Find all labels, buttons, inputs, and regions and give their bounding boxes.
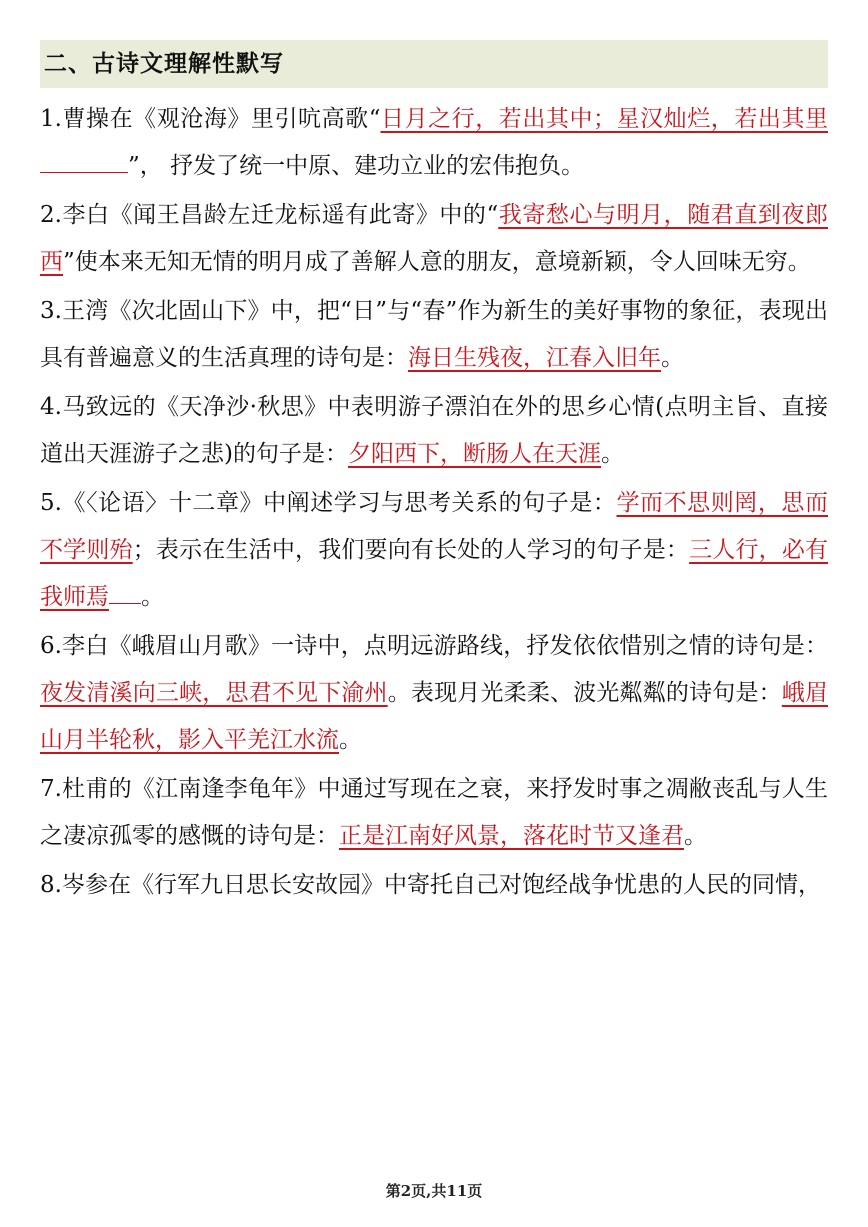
question-3-answer: 海日生残夜，江春入旧年	[408, 345, 661, 371]
question-3-text-end: 。	[661, 345, 684, 371]
page-footer: 第2页,共11页	[385, 1182, 483, 1200]
question-5-text-mid: ；表示在生活中，我们要向有长处的人学习的句子是：	[132, 537, 690, 563]
question-5	[40, 480, 828, 621]
question-4-answer: 夕阳西下，断肠人在天涯	[347, 441, 601, 467]
question-5-text: 5.《〈论语〉十二章》中阐述学习与思考关系的句子是：	[40, 490, 617, 516]
question-6-text: 6.李白《峨眉山月歌》一诗中，点明远游路线，抒发依依惜别之情的诗句是：	[40, 633, 828, 659]
question-2-text-end: ”使本来无知无情的明月成了善解人意的朋友，意境新颖，令人回味无穷。	[63, 249, 811, 275]
question-6	[40, 623, 828, 764]
question-4-text-end: 。	[600, 441, 624, 467]
question-6-answer-2: 峨眉山月半轮秋，影入平羌江水流	[40, 680, 829, 753]
question-6-text-end: 。	[339, 727, 362, 753]
question-3	[40, 288, 828, 382]
question-3-text: 3.王湾《次北固山下》中，把“日”与“春”作为新生的美好事物的象征，表现出具有普遍意义的生活真理的诗句是：	[40, 298, 828, 371]
question-1-text: 1.曹操在《观沧海》里引吭高歌“	[40, 106, 381, 132]
answer-blank	[109, 602, 141, 604]
question-6-text-mid: 。表现月光柔柔、波光粼粼的诗句是：	[387, 680, 782, 706]
question-5-text-end: 。	[141, 584, 164, 610]
question-6-answer-1: 夜发清溪向三峡，思君不见下渝州	[40, 680, 388, 706]
answer-blank	[40, 171, 128, 173]
question-7	[40, 766, 828, 860]
question-2-text: 2.李白《闻王昌龄左迁龙标遥有此寄》中的“	[40, 202, 499, 228]
question-7-text: 7.杜甫的《江南逢李龟年》中通过写现在之衰，来抒发时事之凋敝丧乱与人生 之凄凉孤零的感慨的诗句是：	[40, 776, 828, 849]
question-2-answer: 我寄愁心与明月，随君直到夜郎	[498, 202, 829, 228]
section-title: 二、古诗文理解性默写	[40, 40, 828, 88]
question-5-answer-1: 学而不思则罔，思而不学则殆	[40, 490, 828, 563]
question-2-answer-2: 西	[40, 249, 63, 275]
question-7-answer: 正是江南好风景，落花时节又逢君	[339, 823, 684, 849]
question-1	[40, 96, 828, 190]
question-7-text-end: 。	[684, 823, 707, 849]
question-1-text-end: ”， 抒发了统一中原、建功立业的宏伟抱负。	[128, 153, 585, 179]
question-4	[40, 384, 828, 478]
question-1-answer: 日月之行，若出其中；星汉灿烂，若出其里	[380, 106, 829, 132]
question-2	[40, 192, 828, 286]
question-8	[40, 862, 828, 909]
question-4-text: 4.马致远的《天净沙·秋思》中表明游子漂泊在外的思乡心情(点明主旨、直接 道出天涯游子之悲)的句子是：	[40, 394, 828, 467]
question-8-text: 8.岑参在《行军九日思长安故园》中寄托自己对饱经战争忧患的人民的同情，	[40, 872, 821, 898]
question-5-answer-2: 三人行，必有我师焉	[40, 537, 829, 610]
